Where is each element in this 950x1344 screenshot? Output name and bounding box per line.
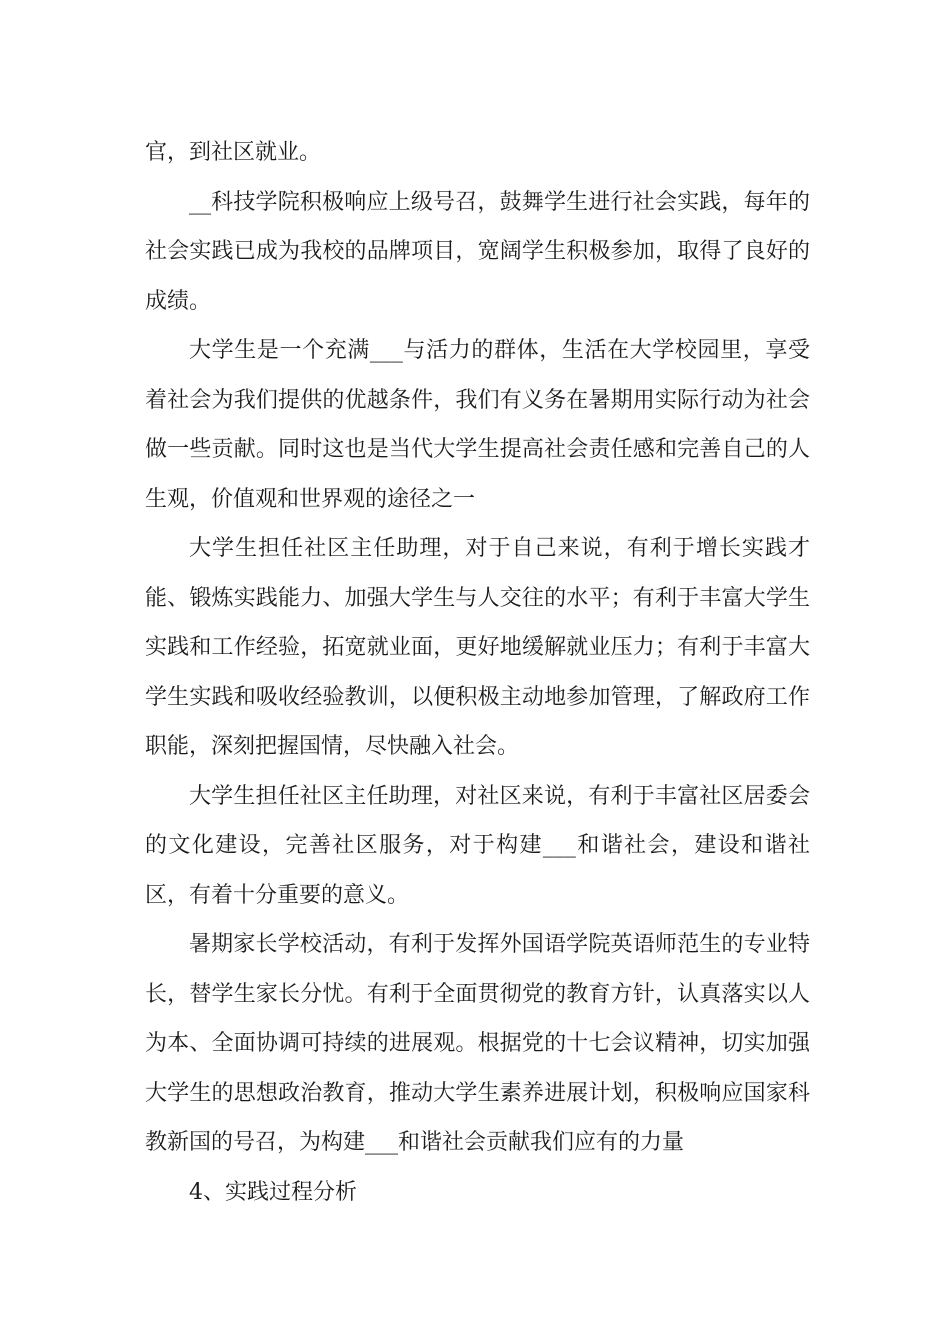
paragraph: 官，到社区就业。: [145, 140, 322, 165]
paragraph: 大学生担任社区主任助理，对于自己来说，有利于增长实践才能、锻炼实践能力、加强大学生与人交往的水平；有利于丰富大学生实践和工作经验，拓宽就业面，更好地缓解就业压力；有利于丰富大学生实践和吸收经验教训，以便积极主动地参加管理，了解政府工作职能，深刻把握国情，尽快融入社会。: [145, 536, 810, 759]
paragraph: 大学生担任社区主任助理，对社区来说，有利于丰富社区居委会的文化建设，完善社区服务，对于构建___和谐社会，建设和谐社区，有着十分重要的意义。: [145, 783, 810, 908]
paragraph: 大学生是一个充满___与活力的群体，生活在大学校园里，享受着社会为我们提供的优越条件，我们有义务在暑期用实际行动为社会做一些贡献。同时这也是当代大学生提高社会责任感和完善自己的人生观，价值观和世界观的途径之一: [145, 338, 810, 512]
section-heading: 4、实践过程分析: [189, 1179, 357, 1205]
document-body: [145, 128, 810, 1217]
paragraph: 暑期家长学校活动，有利于发挥外国语学院英语师范生的专业特长，替学生家长分忧。有利于全面贯彻党的教育方针，认真落实以人为本、全面协调可持续的进展观。根据党的十七会议精神，切实加强大学生的思想政治教育，推动大学生素养进展计划，积极响应国家科教新国的号召，为构建___和谐社会贡献我们应有的力量: [145, 932, 810, 1155]
paragraph: __科技学院积极响应上级号召，鼓舞学生进行社会实践，每年的社会实践已成为我校的品牌项目，宽阔学生积极参加，取得了良好的成绩。: [145, 189, 810, 314]
